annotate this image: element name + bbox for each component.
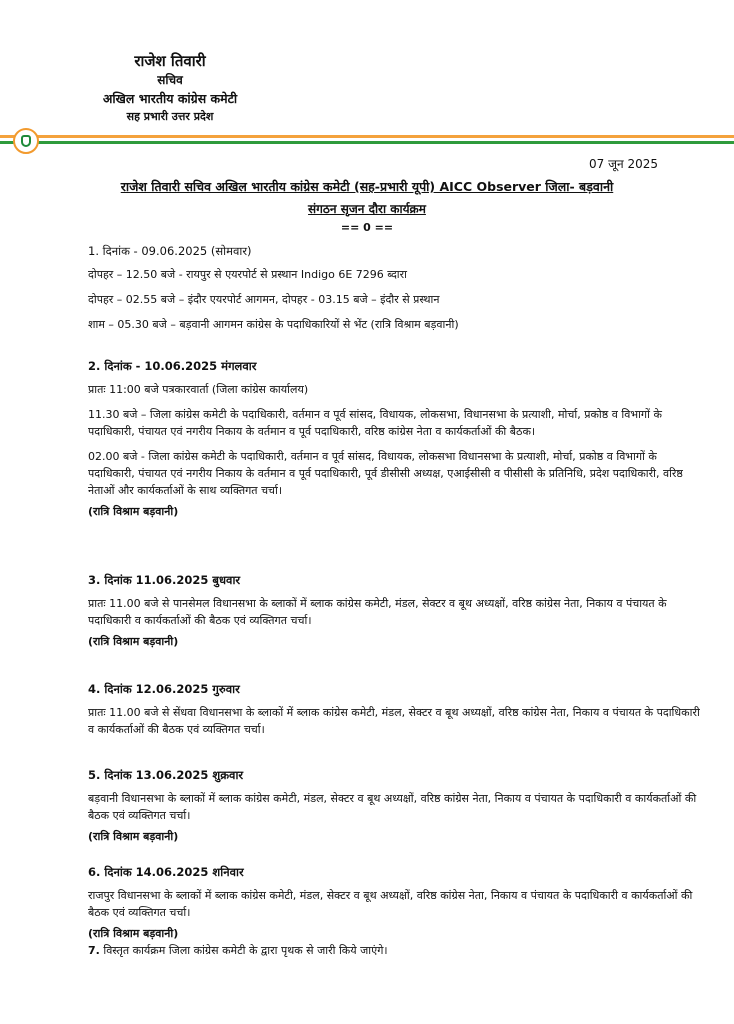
day-heading: 1. दिनांक - 09.06.2025 (सोमवार) — [88, 244, 252, 258]
schedule-line: बड़वानी विधानसभा के ब्लाकों में ब्लाक कांग्रेस कमेटी, मंडल, सेक्टर व बूथ अध्यक्षों, वरिष्ठ कांग्रेस नेता, निकाय व पंचायत के पदाधिकारी व कार्यकर्ताओं की बैठक एवं व्यक्तिगत चर्चा। — [88, 792, 697, 822]
schedule-line: दोपहर – 02.55 बजे – इंदौर एयरपोर्ट आगमन, दोपहर - 03.15 बजे – इंदौर से प्रस्थान — [88, 293, 440, 306]
schedule-day-5 — [88, 767, 700, 845]
document-subtitle: संगठन सृजन दौरा कार्यक्रम — [308, 202, 426, 216]
schedule-line: शाम – 05.30 बजे – बड़वानी आगमन कांग्रेस के पदाधिकारियों से भेंट (रात्रि विश्राम बड़वानी) — [88, 318, 459, 331]
schedule-line: प्रातः 11:00 बजे पत्रकारवार्ता (जिला कांग्रेस कार्यालय) — [88, 383, 309, 396]
document-date: 07 जून 2025 — [588, 157, 658, 171]
overnight-note: (रात्रि विश्राम बड़वानी) — [88, 830, 179, 843]
day-heading: 6. दिनांक 14.06.2025 शनिवार — [88, 865, 244, 879]
letterhead-committee: अखिल भारतीय कांग्रेस कमेटी — [102, 91, 238, 106]
overnight-note: (रात्रि विश्राम बड़वानी) — [88, 635, 179, 648]
final-note — [88, 942, 700, 959]
schedule-day-2 — [88, 358, 700, 520]
letterhead-name: राजेश तिवारी — [134, 52, 206, 70]
schedule-line: प्रातः 11.00 बजे से सेंधवा विधानसभा के ब्लाकों में ब्लाक कांग्रेस कमेटी, मंडल, सेक्टर व बूथ अध्यक्षों, वरिष्ठ कांग्रेस नेता, निकाय व पंचायत के पदाधिकारी व कार्यकर्ताओं की बैठक एवं व्यक्तिगत चर्चा। — [88, 706, 700, 736]
schedule-line: 02.00 बजे - जिला कांग्रेस कमेटी के पदाधिकारी, वर्तमान व पूर्व सांसद, विधायक, लोकसभा विधानसभा के प्रत्याशी, मोर्चा, प्रकोष्ठ व विभागों के पदाधिकारी, पंचायत एवं नगरीय निकाय के वर्तमान व पूर्व पदाधिकारी, पूर्व डीसीसी अध्यक्ष, एआईसीसी व पीसीसी के प्रतिनिधि, प्रदेश पदाधिकारी, वरिष्ठ नेताओं और कार्यकर्ताओं के साथ व्यक्तिगत चर्चा। — [88, 450, 683, 497]
final-note-number: 7. — [88, 944, 100, 957]
overnight-note: (रात्रि विश्राम बड़वानी) — [88, 505, 179, 518]
day-heading: 5. दिनांक 13.06.2025 शुक्रवार — [88, 768, 244, 782]
letterhead-designation: सचिव — [157, 73, 183, 87]
day-heading: 2. दिनांक - 10.06.2025 मंगलवार — [88, 359, 257, 373]
day-heading: 3. दिनांक 11.06.2025 बुधवार — [88, 573, 241, 587]
congress-hand-logo-icon — [13, 128, 39, 154]
schedule-line: राजपुर विधानसभा के ब्लाकों में ब्लाक कांग्रेस कमेटी, मंडल, सेक्टर व बूथ अध्यक्षों, वरिष्ठ कांग्रेस नेता, निकाय व पंचायत के पदाधिकारी व कार्यकर्ताओं की बैठक एवं व्यक्तिगत चर्चा। — [88, 889, 693, 919]
letterhead-position: सह प्रभारी उत्तर प्रदेश — [126, 110, 214, 123]
schedule-day-1 — [88, 243, 700, 341]
overnight-note: (रात्रि विश्राम बड़वानी) — [88, 927, 179, 940]
schedule-line: 11.30 बजे – जिला कांग्रेस कमेटी के पदाधिकारी, वर्तमान व पूर्व सांसद, विधायक, लोकसभा, विधानसभा के प्रत्याशी, मोर्चा, प्रकोष्ठ व विभागों के पदाधिकारी, पंचायत एवं नगरीय निकाय के वर्तमान व पूर्व पदाधिकारी, वरिष्ठ कांग्रेस नेता व कार्यकर्ताओं की बैठक। — [88, 408, 662, 438]
letterhead — [60, 50, 280, 125]
day-heading: 4. दिनांक 12.06.2025 गुरुवार — [88, 682, 240, 696]
schedule-line: दोपहर – 12.50 बजे - रायपुर से एयरपोर्ट से प्रस्थान Indigo 6E 7296 ब्दारा — [88, 268, 407, 281]
document-title: राजेश तिवारी सचिव अखिल भारतीय कांग्रेस कमेटी (सह-प्रभारी यूपी) AICC Observer जिला- बड़वानी — [120, 179, 614, 194]
schedule-day-4 — [88, 681, 700, 746]
schedule-line: प्रातः 11.00 बजे से पानसेमल विधानसभा के ब्लाकों में ब्लाक कांग्रेस कमेटी, मंडल, सेक्टर व बूथ अध्यक्षों, वरिष्ठ कांग्रेस नेता, निकाय व पंचायत के पदाधिकारी व कार्यकर्ताओं की बैठक एवं व्यक्तिगत चर्चा। — [88, 597, 667, 627]
green-stripe — [0, 141, 734, 144]
schedule-day-6 — [88, 864, 700, 959]
title-separator: == 0 == — [340, 221, 394, 234]
final-note-text: विस्तृत कार्यक्रम जिला कांग्रेस कमेटी के द्वारा पृथक से जारी किये जाएंगे। — [103, 944, 388, 957]
schedule-day-3 — [88, 572, 700, 650]
